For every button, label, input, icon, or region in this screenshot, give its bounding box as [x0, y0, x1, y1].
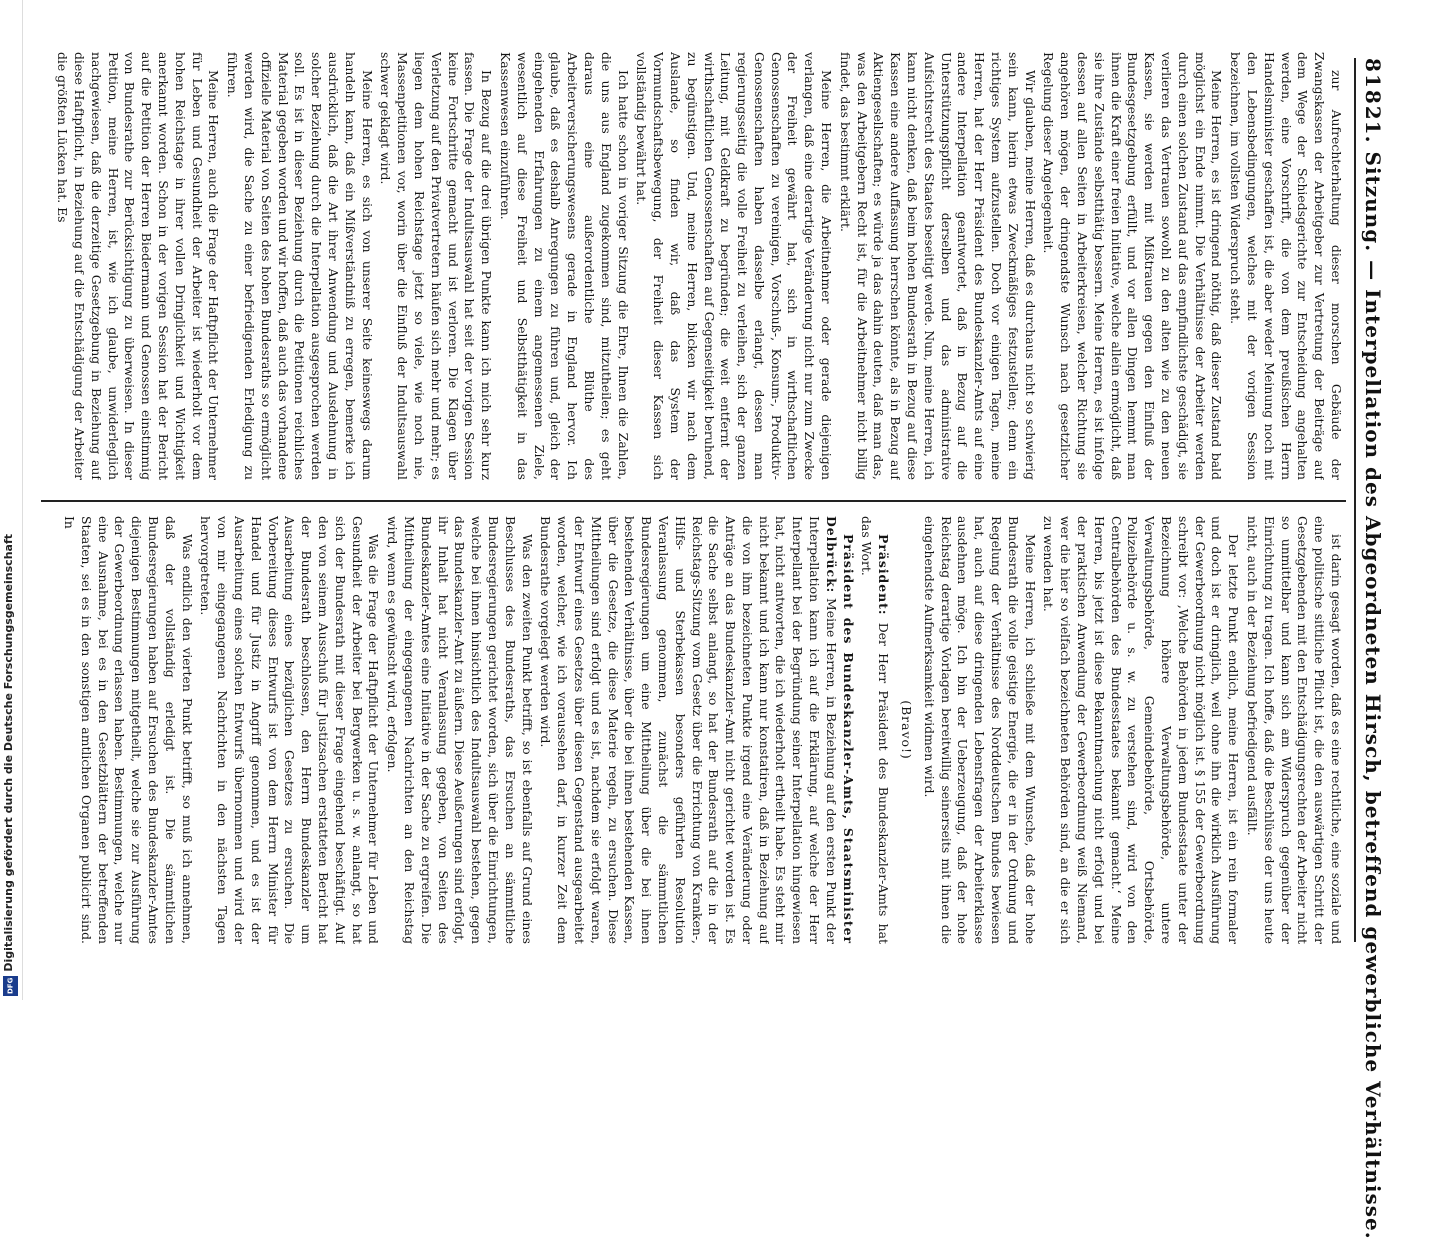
paragraph: zur Aufrechterhaltung dieser morschen Gebäude der Zwangskassen der Arbeitgeber zur Vertretung der Beiträge auf dem Wege der Schiedsgerichte zur Entscheidung angehalten werden, eine Vorschrift, die von dem preußischen Herrn Handelsminister geschaffen ist, die aber weder Meinung noch mit den Lebensbedingungen, welches mit der vorigen Session bezeichnen, im vollsten Widerspruch steht. [1228, 52, 1344, 480]
right-column [44, 516, 1344, 944]
dfg-logo: DFG [3, 976, 18, 996]
speaker-name: Präsident: [876, 534, 892, 616]
paragraph: Meine Herren, die Arbeitnehmer oder gerade diejenigen verlangen, daß eine derartige Veränderung nicht nur zum Zwecke der Freiheit gewährt hat, sich in wirthschaftlichen Genossenschaften zu vereinigen, Vorschuß-, Konsum-, Produktiv-Genossenschaften haben dasselbe erlangt, dessen man regierungsseitig die volle Freiheit zu verleihen, sich der ganzen Leitung, mit Geldkraft zu begründen; die weit entfernt der wirthschaftlichen Genossenschaften auf Gegenseitigkeit beruhend, zu begünstigen. Und, meine Herren, blicken wir nach dem Auslande, so finden wir, daß das System der Vormundschaftsbewegung, der Freiheit dieser Kassen sich vollständig bewährt hat. [634, 52, 835, 480]
page-title: 21. Sitzung. — Interpellation des Abgeordneten Hirsch, betreffend gewerbliche Verhältnisse. [1361, 105, 1385, 1240]
paragraph: Ich hatte schon in voriger Sitzung die Ehre, Ihnen die Zahlen, die uns aus England zugekommen sind, mitzutheilen; es geht daraus eine außerordentliche Blüthe des Arbeiterversicherungswesens gerade in England hervor. Ich glaube, daß es deshalb Anregungen zu führen und, gleich der eingehenden Erfahrungen zu einem angemessenen Ziele, wesentlich auf diese Freiheit und Selbstthätigkeit in das Kassenwesen einzuführen. [497, 52, 631, 480]
paragraph: Meine Herren, auch die Frage der Haftpflicht der Unternehmer für Leben und Gesundheit der Arbeiter ist wiederholt vor dem hohen Reichstage in ihrer vollen Dringlichkeit und Wichtigkeit anerkannt worden. Schon in der vorigen Session hat der Bericht auf die Petition der Herren Biedermann und Genossen einstimmig von Bundesrathe zur Berücksichtigung zu überweisen. In dieser Petition, meine Herren, ist, wie ich glaube, unwiderleglich nachgewiesen, daß die derzeitige Gesetzgebung in Beziehung auf diese Haftpflicht, in Beziehung auf die Entschädigung der Arbeiter die größten Lücken hat. Es [55, 52, 222, 480]
paragraph: Was die Frage der Haftpflicht der Unternehmer für Leben und Gesundheit der Arbeiter bei Bergwerken u. s. w. anlangt, so hat sich der Bundesrath mit dieser Frage eingehend beschäftigt. Auf den von seinem Ausschuß für Justizsachen erstatteten Bericht hat der Bundesrath beschlossen, den Herrn Bundeskanzler um Ausarbeitung eines bezüglichen Gesetzes zu ersuchen. Die Vorbereitung dieses Entwurfs ist von dem Herrn Minister für Handel und für Justiz in Angriff genommen, und es ist der Ausarbeitung eines solchen Entwurfs übernommen und wird der von mir eingegangenen Nachrichten in den nächsten Tagen hervorgetreten. [198, 516, 382, 944]
column-divider [41, 500, 1346, 502]
paragraph: Meine Herren, es sich von unserer Seite keineswegs darum handeln kann, daß ein Mißverständniß zu erregen, bemerke ich ausdrücklich, daß die Art ihrer Anwendung und Ausdehnung in solcher Beziehung durch die Interpellation ausgesprochen werden soll. Es ist in dieser Beziehung durch die Petitionen reichliches Material gegeben worden und wir hoffen, daß auch das vorhandene offizielle Material von Seiten des hohen Bundesraths so ermöglicht werden wird, die Sache zu einer befriedigenden Erledigung zu führen. [225, 52, 375, 480]
page-header [1354, 58, 1390, 1240]
paragraph: In Bezug auf die drei übrigen Punkte kann ich mich sehr kurz fassen. Die Frage der Indultsauswahl hat seit der vorigen Session keine Fortschritte gemacht und ist verloren. Die Klagen über Verletzung auf den Privatvertretern häufen sich mehr und mehr; es liegen dem hohen Reichstage jetzt so viele, wie noch nie, Massenpetitionen vor, worin über die Einfluß der Indultsauswahl schwer geklagt wird. [378, 52, 495, 480]
paragraph: Was endlich den vierten Punkt betrifft, so muß ich annehmen, daß der vollständig erledigt ist. Die sämmtlichen Bundesregierungen haben auf Ersuchen des Bundeskanzler-Amtes diejenigen Bestimmungen mitgetheilt, welche sie zur Ausführung der Gewerbeordnung erlassen haben. Bestimmungen, welche nur eine Ausnahme, bei es in den Gesetzblättern der betreffenden Staaten, sei es in den sonstigen amtlichen Organen publicirt sind. In [62, 516, 195, 944]
paragraph: Meine Herren, ich schließe mit dem Wunsche, daß der hohe Bundesrath die volle geistige Energie, die er in der Ordnung und Regelung der Verhältnisse des Norddeutschen Bundes bewiesen hat, auch auf diese dringenden Lebensfragen der Arbeiterklasse ausdehnen möge. Ich bin der Ueberzeugung, daß der hohe Reichstag derartige Vorlagen bereitwillig seinerseits mit ihnen die eingehendste Aufmerksamkeit widmen wird. [921, 516, 1038, 944]
speaker-paragraph [858, 516, 892, 944]
credit-text: Digitalisierung gefördert durch die Deutsche Forschungsgemeinschaft [2, 534, 15, 972]
paragraph: Was den zweiten Punkt betrifft, so ist ebenfalls auf Grund eines Beschlusses des Bundesraths, das Ersuchen an sämmtliche Bundesregierungen gerichtet worden, sich über die Einrichtungen, welche bei ihnen hinsichtlich des Indultsauswahl bestehen, gegen das Bundeskanzler-Amt zu äußern. Diese Aeußerungen sind erfolgt, ihr Inhalt hat nicht Veranlassung gegeben, von Seiten des Bundeskanzler-Amtes eine Initiative in der Sache zu ergreifen. Die Mittheilung der eingegangenen Nachrichten an den Reichstag wird, wenn es gewünscht wird, erfolgen. [385, 516, 535, 944]
paragraph: Wir glauben, meine Herren, daß es durchaus nicht so schwierig sein kann, hierin etwas Zweckmäßiges festzustellen; denn ein richtiges System aufzustellen. Doch vor einigen Tagen, meine Herren, hat der Herr Präsident des Bundeskanzler-Amts auf eine andere Interpellation geantwortet, daß in Bezug auf die Unterstützungspflicht derselben und das administrative Aufsichtsrecht des Staates beseitigt werde. Nun, meine Herren, ich kann nicht denken, daß beim hohen Bundesrath in Bezug auf diese Kassen eine andere Auffassung herrschen könnte, als in Bezug auf Aktiengesellschaften; es würde ja das dahin deuten, daß man das, was den Arbeitgebern Recht ist, für die Arbeitnehmer nicht billig findet, das bestimmt erklärt. [837, 52, 1038, 480]
paragraph: ist darin gesagt worden, daß es eine rechtliche, eine soziale und eine politische sittliche Pflicht ist, die den auswärtigen Schritt der Gesetzgebenden mit den Entschädigungsrechten der Arbeiter nicht so unmittelbar und kann sich am Widerspruch gegenüber der Einrichtung zu tragen. Ich hoffe, daß die Beschlüsse der uns heute nicht, auch in der Beziehung befriedigend ausfällt. [1245, 516, 1344, 944]
document-page [26, 30, 1406, 1240]
applause-note: (Bravo!) [899, 700, 915, 760]
paragraph: Der letzte Punkt endlich, meine Herren, ist ein rein formaler und doch ist er dringlich, weil ohne ihn die wirklich Ausführung der Gewerbeordnung nicht möglich ist. § 155 der Gewerbeordnung schreibt vor: ‚Welche Behörden in jedem Bundesstaate unter der Bezeichnung höhere Verwaltungsbehörde, untere Verwaltungsbehörde, Gemeindebehörde, Ortsbehörde, Polizeibehörde u. s. w. zu verstehen sind, wird von den Centralbehörden des Bundesstaates bekannt gemacht.‘ Meine Herren, bis jetzt ist diese Bekanntmachung nicht erfolgt und bei der praktischen Anwendung der Gewerbeordnung weiß Niemand, wer die hier so vielfach bezeichneten Behörden sind, an die er sich zu wenden hat. [1041, 516, 1242, 944]
paragraph: Meine Herren, es ist dringend nöthig, daß dieser Zustand bald möglichst ein Ende nimmt. Die Verhältnisse der Arbeiter werden durch einen solchen Zustand auf das empfindlichste geschädigt, sie verlieren das Vertrauen sowohl zu den alten wie zu den neuen Kassen, sie werden mit Mißtrauen gegen den Einfluß der Bundesgesetzgebung erfüllt, und vor allen Dingen hemmt man ihnen die Kraft einer freien Initiative, welche allein ermöglicht, daß sie ihre Zustände selbstthätig bessern. Meine Herren, es ist infolge dessen auf allen Seiten in Arbeiterkreisen, welcher Richtung sie angehören mögen, der dringendste Wunsch nach gesetzlicher Regelung dieser Angelegenheit. [1041, 52, 1225, 480]
left-column [44, 52, 1344, 480]
speaker-text: Meine Herren, in Beziehung auf den ersten Punkt der Interpellation kann ich auf die Erklärung, auf welche der Herr Interpellant bei der Begründung seiner Interpellation hingewiesen hat, nicht antworten, die ich wiederholt ertheilt habe. Es steht mir nicht bekannt und ich kann nur konstatiren, daß in Beziehung auf die von ihm bezeichneten Punkte irgend eine Veränderung oder Anträge an das Bundeskanzler-Amt nicht gerichtet worden ist. Es die Sache selbst anlangt, so hat der Bundesrath auf die in der Reichstags-Sitzung vom Gesetz über die Errichtung von Kranken-, Hilfs- und Sterbekassen besonders geführten Resolution Veranlassung genommen, zunächst die sämmtlichen Bundesregierungen um eine Mittheilung über die bei ihnen bestehenden Verhältnisse, über die bei ihnen bestehenden Kassen, über die Gesetze, die diese Materie regeln, zu ersuchen. Diese Mittheilungen sind erfolgt und es ist, nachdem sie erfolgt waren, der Entwurf eines Gesetzes über diesen Gegenstand ausgearbeitet worden, welcher, wie ich voraussehen darf, in kurzer Zeit dem Bundesrathe vorgelegt werden wird. [538, 516, 839, 944]
speaker-name: Präsident des Bundeskanzler-Amts, Staatsminister Delbrück: [823, 516, 856, 944]
page-number: 818 [1361, 58, 1385, 106]
speaker-paragraph [537, 516, 856, 944]
speaker-text: Der Herr Präsident des Bundeskanzler-Amts hat das Wort. [859, 516, 892, 944]
